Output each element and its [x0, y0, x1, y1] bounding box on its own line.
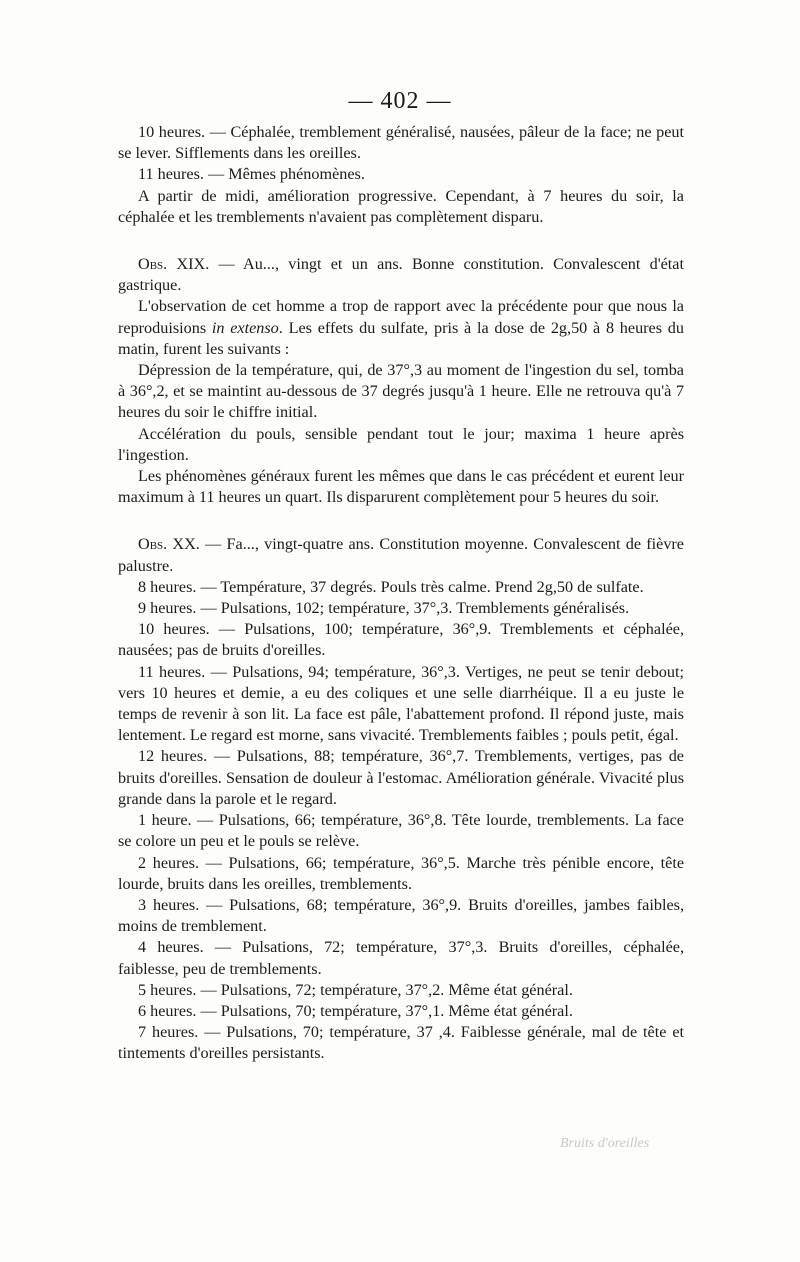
- time-label: 10 heures.: [138, 620, 210, 639]
- paragraph-text: — Pulsations, 88; température, 36°,7. Tremblements, vertiges, pas de bruits d'oreilles. Sensation de douleur à l'estomac. Amélioration générale. Vivacité plus grande dans la parole et le regard.: [118, 747, 684, 808]
- section-gap: [118, 508, 684, 534]
- paragraph-3h: [118, 895, 684, 937]
- paragraph-text: — Au..., vingt et un ans. Bonne constitution. Convalescent d'état gastrique.: [118, 255, 684, 295]
- time-label: 9 heures.: [138, 599, 197, 618]
- time-label: 4 heures.: [138, 938, 204, 957]
- paragraph-text: — Pulsations, 68; température, 36°,9. Bruits d'oreilles, jambes faibles, moins de tremblement.: [118, 895, 684, 936]
- paragraph-text: Les phénomènes généraux furent les mêmes que dans le cas précédent et eurent leur maximum à 11 heures un quart. Ils disparurent complètement pour 5 heures du soir.: [118, 467, 684, 507]
- paragraph-5h: [118, 980, 684, 1001]
- time-label: 1 heure.: [138, 811, 192, 830]
- section-gap: [118, 228, 684, 254]
- time-label: 12 heures.: [138, 747, 208, 766]
- observation-label: Obs. XX.: [138, 535, 200, 554]
- time-label: 11 heures.: [138, 165, 204, 184]
- paragraph-text: — Pulsations, 102; température, 37°,3. Tremblements généralisés.: [196, 599, 630, 618]
- paragraph-general-phenomena: [118, 466, 684, 508]
- paragraph-10h: [118, 619, 684, 661]
- paragraph-pulse: [118, 424, 684, 466]
- paragraph-10h-case18: [118, 122, 684, 164]
- paragraph-text: . Les effets du sulfate, pris à la dose de 2g,50 à 8 heures du matin, furent les suivants :: [118, 318, 684, 358]
- paragraph-text: — Pulsations, 70; température, 37°,1. Même état général.: [196, 1001, 573, 1020]
- paragraph-text: Dépression de la température, qui, de 37°,3 au moment de l'ingestion du sel, tomba à 36°,2, et se maintint au-dessous de 37 degrés jusqu'à 1 heure. Elle ne retrouva qu'à 7 heures du soir le chiffre initial.: [118, 361, 684, 422]
- paragraph-11h: [118, 662, 684, 747]
- paragraph-12h: [118, 746, 684, 810]
- time-label: 7 heures.: [138, 1023, 199, 1042]
- paragraph-6h: [118, 1001, 684, 1022]
- paragraph-afternoon-case18: [118, 186, 684, 228]
- paragraph-text: — Céphalée, tremblement généralisé, nausées, pâleur de la face; ne peut se lever. Sifflements dans les oreilles.: [118, 123, 685, 163]
- time-label: 2 heures.: [138, 853, 200, 872]
- time-label: 10 heures.: [138, 123, 206, 141]
- observation-xix-heading: [118, 254, 684, 296]
- paragraph-text: — Mêmes phénomènes.: [203, 165, 365, 184]
- paragraph-text: A partir de midi, amélioration progressive. Cependant, à 7 heures du soir, la céphalée et les tremblements n'avaient pas complètement disparu.: [118, 186, 684, 226]
- body-text: [118, 122, 684, 1065]
- paragraph-text: — Pulsations, 72; température, 37°,2. Même état général.: [196, 980, 573, 999]
- time-label: 6 heures.: [138, 1001, 197, 1020]
- paragraph-text: — Pulsations, 70; température, 37 ,4. Faiblesse générale, mal de tête et tintements d'oreilles persistants.: [118, 1023, 684, 1063]
- paragraph-7h: [118, 1022, 684, 1064]
- page-number: — 402 —: [348, 88, 452, 114]
- paragraph-1h: [118, 810, 684, 852]
- paragraph-observation-intro: [118, 296, 684, 360]
- paragraph-9h: [118, 598, 684, 619]
- paragraph-text: Accélération du pouls, sensible pendant tout le jour; maxima 1 heure après l'ingestion.: [118, 424, 684, 464]
- time-label: 11 heures.: [138, 662, 206, 681]
- paragraph-8h: [118, 577, 684, 598]
- bleed-through-text: Bruits d'oreilles: [560, 1136, 650, 1151]
- paragraph-temperature: [118, 360, 684, 424]
- paragraph-2h: [118, 853, 684, 895]
- italic-phrase: in extenso: [211, 318, 279, 337]
- time-label: 3 heures.: [138, 895, 200, 914]
- paragraph-text: — Pulsations, 66; température, 36°,8. Tête lourde, tremblements. La face se colore un peu et le pouls se relève.: [118, 811, 684, 851]
- paragraph-11h-case18: [118, 164, 684, 185]
- paragraph-text: — Température, 37 degrés. Pouls très calme. Prend 2g,50 de sulfate.: [196, 577, 644, 596]
- paragraph-4h: [118, 937, 684, 979]
- paragraph-text: — Pulsations, 94; température, 36°,3. Vertiges, ne peut se tenir debout; vers 10 heures et demie, a eu des coliques et une selle diarrhéique. Il a eu juste le temps de revenir à son lit. La face est pâle, l'abattement profond. Il répond juste, mais lentement. Le regard est morne, sans vivacité. Tremblements faibles ; pouls petit, égal.: [118, 662, 684, 745]
- observation-xx-heading: [118, 534, 684, 576]
- time-label: 5 heures.: [138, 980, 197, 999]
- time-label: 8 heures.: [138, 577, 197, 596]
- paragraph-text: — Fa..., vingt-quatre ans. Constitution moyenne. Convalescent de fièvre palustre.: [118, 535, 684, 575]
- paragraph-text: — Pulsations, 66; température, 36°,5. Marche très pénible encore, tête lourde, bruits dans les oreilles, tremblements.: [118, 853, 684, 893]
- observation-label: Obs. XIX.: [138, 255, 210, 274]
- paragraph-text: — Pulsations, 72; température, 37°,3. Bruits d'oreilles, céphalée, faiblesse, peu de tremblements.: [118, 938, 685, 978]
- paragraph-text: — Pulsations, 100; température, 36°,9. Tremblements et céphalée, nausées; pas de bruits d'oreilles.: [118, 620, 684, 660]
- paragraph-text: L'observation de cet homme a trop de rapport avec la précédente pour que nous la reproduisions: [118, 297, 684, 337]
